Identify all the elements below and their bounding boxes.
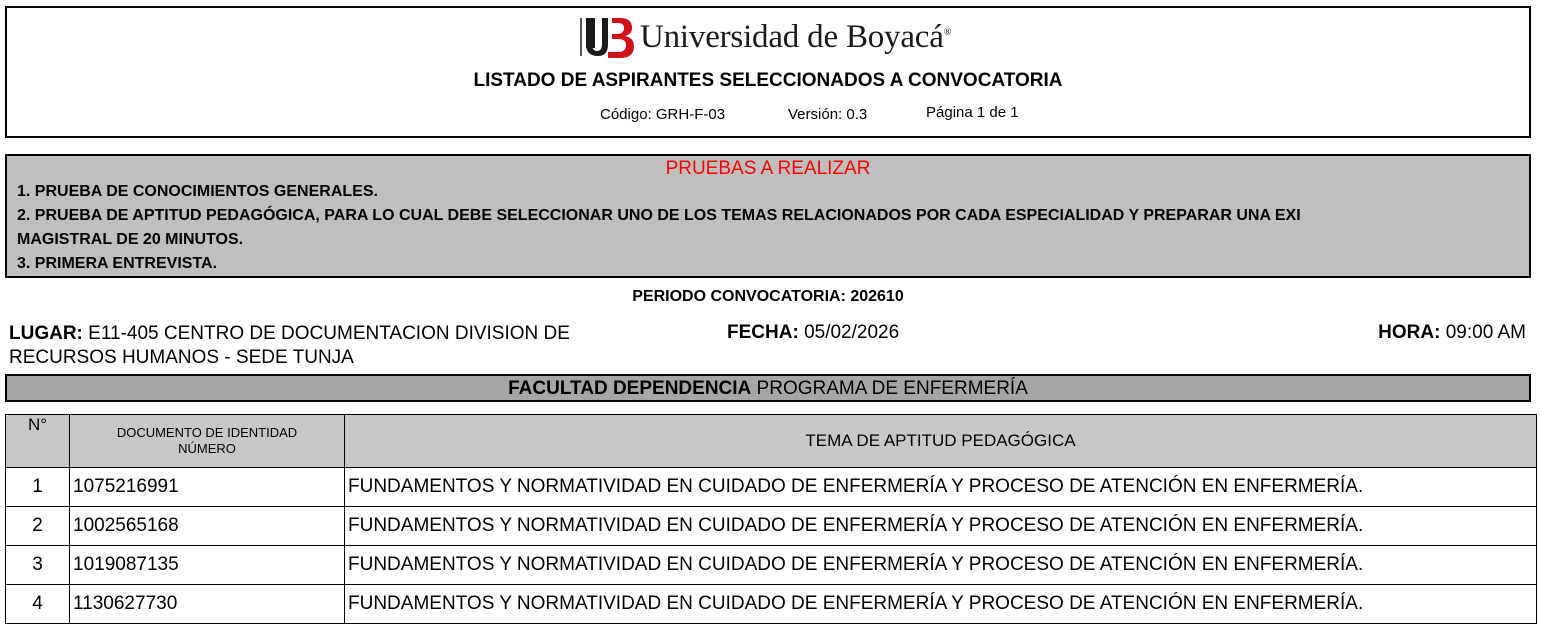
row-document: 1075216991 <box>70 468 345 507</box>
header-number: N° <box>6 415 70 468</box>
fecha-label: FECHA: <box>727 322 799 343</box>
logo-mark-icon <box>568 14 640 60</box>
university-name: Universidad de Boyacá® <box>640 18 952 55</box>
row-number: 1 <box>6 468 70 507</box>
header-topic: TEMA DE APTITUD PEDAGÓGICA <box>345 415 1537 468</box>
header-document <box>70 415 345 468</box>
tests-box <box>5 154 1531 278</box>
page-number: Página 1 de 1 <box>926 104 1019 121</box>
row-document: 1019087135 <box>70 546 345 585</box>
test-item: 2. PRUEBA DE APTITUD PEDAGÓGICA, PARA LO CUAL DEBE SELECCIONAR UNO DE LOS TEMAS RELACIONADOS POR CADA ESPECIALIDAD Y PREPARAR UNA EXI <box>17 207 1301 224</box>
row-document: 1002565168 <box>70 507 345 546</box>
faculty-label: FACULTAD DEPENDENCIA <box>508 378 752 399</box>
lugar-field <box>9 322 570 370</box>
test-item: MAGISTRAL DE 20 MINUTOS. <box>17 231 244 248</box>
table-row <box>6 507 1537 546</box>
fecha-field <box>727 322 899 344</box>
fecha-value: 05/02/2026 <box>804 322 900 343</box>
lugar-value-line2: RECURSOS HUMANOS - SEDE TUNJA <box>9 347 354 368</box>
period-label: PERIODO CONVOCATORIA: 202610 <box>632 288 904 305</box>
row-document: 1130627730 <box>70 585 345 624</box>
header-document-line2: NÚMERO <box>178 441 236 456</box>
document-title: LISTADO DE ASPIRANTES SELECCIONADOS A CONVOCATORIA <box>473 70 1063 91</box>
university-logo <box>568 12 972 62</box>
row-number: 4 <box>6 585 70 624</box>
faculty-value: PROGRAMA DE ENFERMERÍA <box>756 378 1028 399</box>
hora-label: HORA: <box>1378 322 1441 343</box>
row-number: 3 <box>6 546 70 585</box>
test-item: 1. PRUEBA DE CONOCIMIENTOS GENERALES. <box>17 183 378 200</box>
table-row <box>6 468 1537 507</box>
faculty-bar <box>5 374 1531 402</box>
lugar-value-line1: E11-405 CENTRO DE DOCUMENTACION DIVISION DE <box>88 323 570 344</box>
test-item: 3. PRIMERA ENTREVISTA. <box>17 255 218 272</box>
document-version: Versión: 0.3 <box>788 106 868 123</box>
table-row <box>6 546 1537 585</box>
row-topic: FUNDAMENTOS Y NORMATIVIDAD EN CUIDADO DE ENFERMERÍA Y PROCESO DE ATENCIÓN EN ENFERMERÍA. <box>345 468 1537 507</box>
row-number: 2 <box>6 507 70 546</box>
document-code: Código: GRH-F-03 <box>600 106 726 123</box>
row-topic: FUNDAMENTOS Y NORMATIVIDAD EN CUIDADO DE ENFERMERÍA Y PROCESO DE ATENCIÓN EN ENFERMERÍA. <box>345 546 1537 585</box>
header-document-line1: DOCUMENTO DE IDENTIDAD <box>116 425 298 440</box>
candidates-table <box>5 414 1537 624</box>
tests-title: PRUEBAS A REALIZAR <box>665 158 871 179</box>
hora-field <box>1378 322 1526 344</box>
row-topic: FUNDAMENTOS Y NORMATIVIDAD EN CUIDADO DE ENFERMERÍA Y PROCESO DE ATENCIÓN EN ENFERMERÍA. <box>345 507 1537 546</box>
hora-value: 09:00 AM <box>1445 322 1526 343</box>
row-topic: FUNDAMENTOS Y NORMATIVIDAD EN CUIDADO DE ENFERMERÍA Y PROCESO DE ATENCIÓN EN ENFERMERÍA. <box>345 585 1537 624</box>
lugar-label: LUGAR: <box>9 323 83 344</box>
table-row <box>6 585 1537 624</box>
table-header-row <box>6 415 1537 468</box>
